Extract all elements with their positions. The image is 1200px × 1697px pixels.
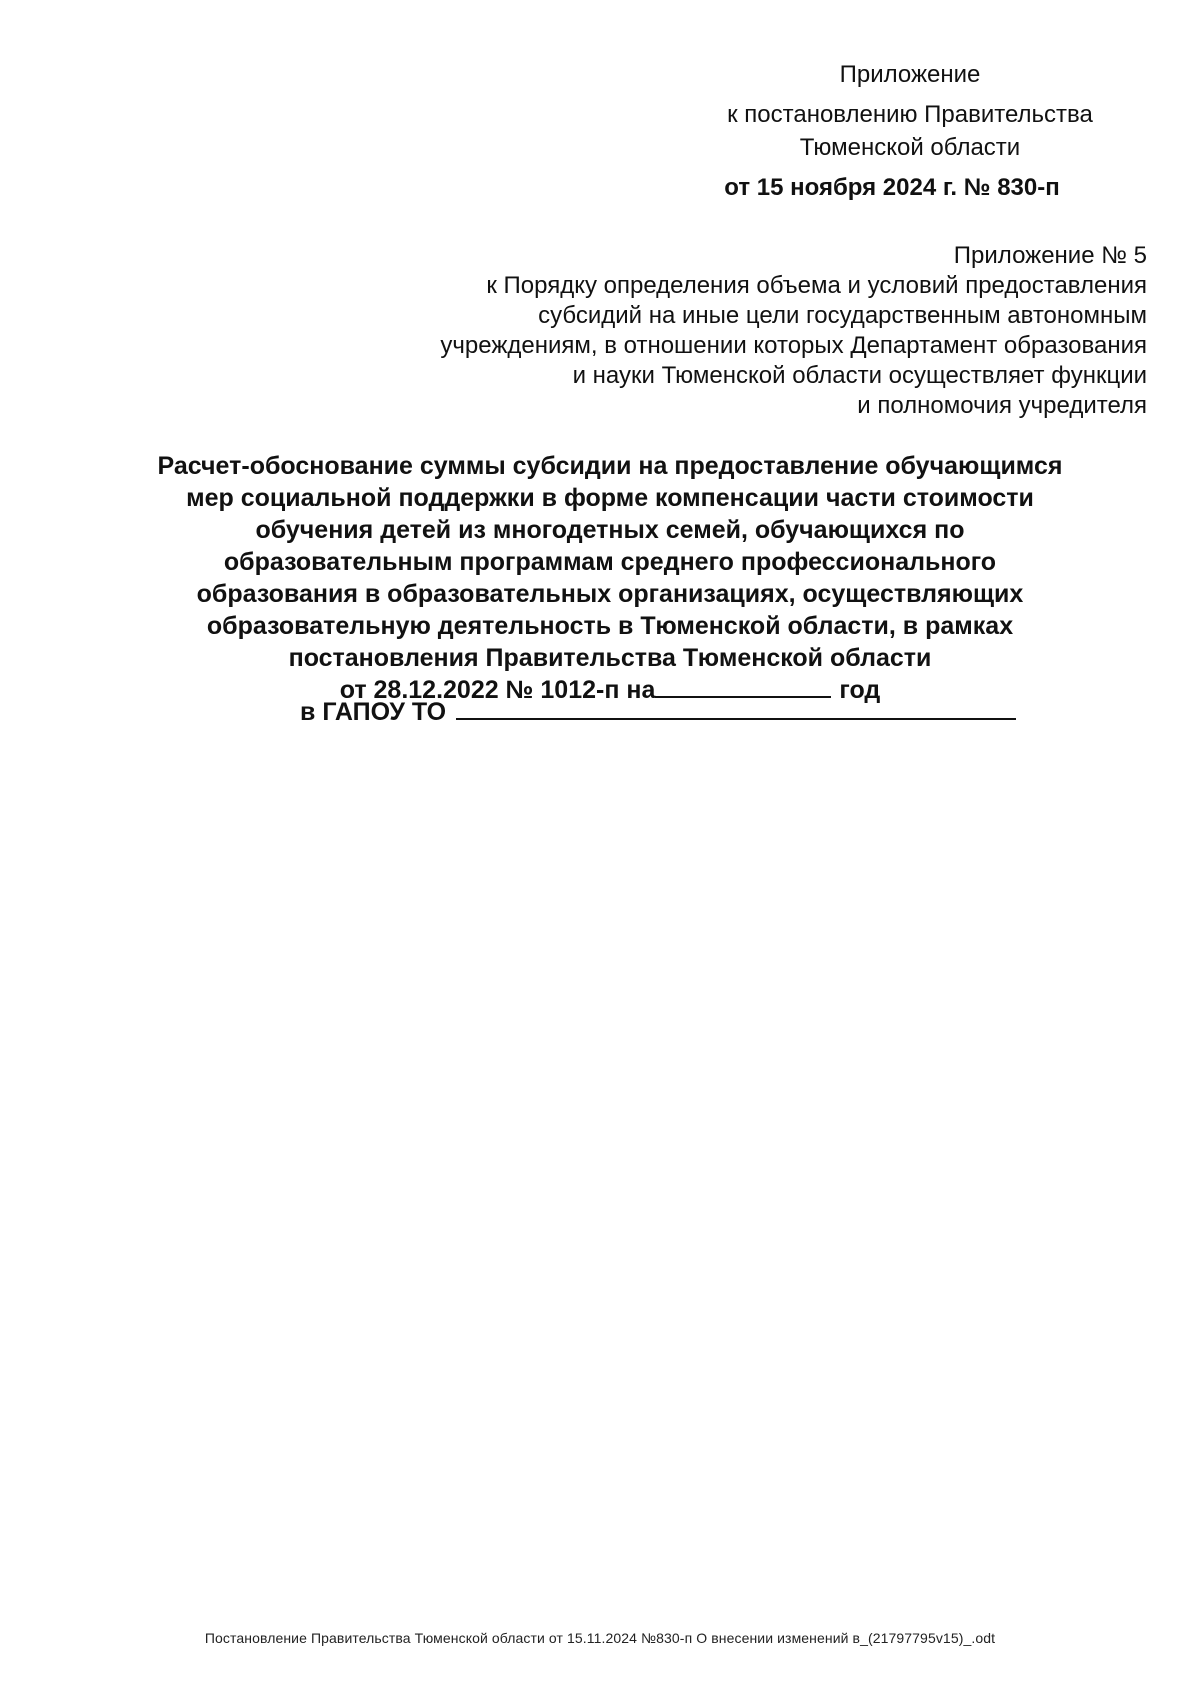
- document-footer: Постановление Правительства Тюменской области от 15.11.2024 №830-п О внесении изменений в_(21797795v15)_.odt: [204, 1630, 996, 1646]
- annex-line: и полномочия учредителя: [857, 392, 1147, 419]
- year-suffix: год: [839, 676, 881, 704]
- year-blank-field[interactable]: [655, 676, 831, 698]
- appendix-label: Приложение: [839, 61, 981, 88]
- annex-header: [300, 241, 1147, 421]
- document-title: [120, 450, 1100, 706]
- resolution-date-number: от 15 ноября 2024 г. № 830-п: [724, 174, 1060, 201]
- annex-line: Приложение № 5: [953, 242, 1147, 269]
- org-prefix: в ГАПОУ ТО: [300, 698, 447, 726]
- annex-line: субсидий на иные цели государственным автономным: [538, 302, 1147, 329]
- to-resolution-line-2: Тюменской области: [799, 134, 1021, 161]
- resolution-prefix: от 28.12.2022 № 1012-п на: [339, 676, 656, 704]
- organization-blank-field[interactable]: [456, 698, 1016, 720]
- title-line: постановления Правительства Тюменской области: [288, 644, 932, 672]
- annex-line: к Порядку определения объема и условий предоставления: [486, 272, 1147, 299]
- title-line: Расчет-обоснование суммы субсидии на предоставление обучающимся: [157, 452, 1063, 480]
- annex-line: и науки Тюменской области осуществляет функции: [572, 362, 1147, 389]
- title-line: обучения детей из многодетных семей, обучающихся по: [255, 516, 965, 544]
- title-line: образовательную деятельность в Тюменской области, в рамках: [206, 612, 1014, 640]
- organization-line: [300, 698, 1016, 727]
- annex-line: учреждениям, в отношении которых Департамент образования: [440, 332, 1147, 359]
- title-line: мер социальной поддержки в форме компенсации части стоимости: [186, 484, 1034, 512]
- to-resolution-line-1: к постановлению Правительства: [727, 101, 1093, 128]
- title-line: образовательным программам среднего профессионального: [223, 548, 997, 576]
- title-line: образования в образовательных организациях, осуществляющих: [196, 580, 1024, 608]
